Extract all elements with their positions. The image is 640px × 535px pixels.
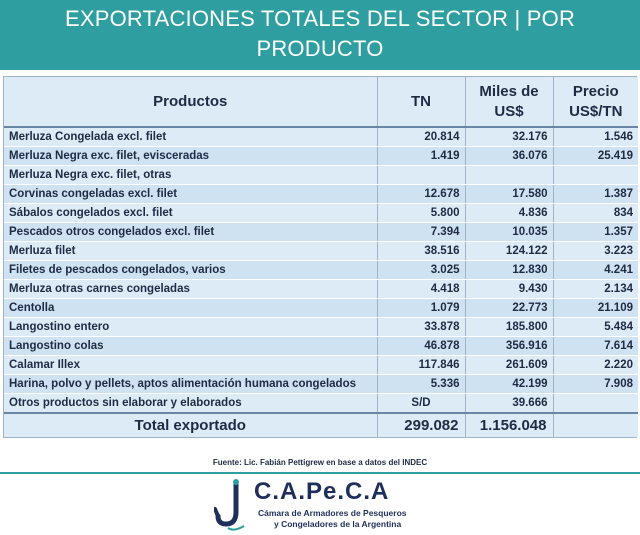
table-row [4,242,638,261]
table-row [4,337,638,356]
cell-tn: 33.878 [377,318,465,337]
table-row [4,318,638,337]
column-header-miles-usd: Miles de US$ [465,77,553,127]
title-line-1: EXPORTACIONES TOTALES DEL SECTOR | POR PRODUCTO [64,6,576,61]
title-banner [0,0,640,70]
cell-miles-usd: 4.836 [465,204,553,223]
table-row [4,356,638,375]
total-miles-usd: 1.156.048 [465,413,553,437]
table-row [4,147,638,166]
cell-precio: 3.223 [553,242,638,261]
cell-tn: 1.419 [377,147,465,166]
exports-table [4,77,638,437]
cell-precio [553,166,638,185]
cell-tn: S/D [377,394,465,414]
cell-miles-usd: 185.800 [465,318,553,337]
cell-precio: 1.357 [553,223,638,242]
cell-producto: Centolla [4,299,377,318]
table-row [4,394,638,414]
source-note: Fuente: Lic. Fabián Pettigrew en base a datos del INDEC [212,458,428,467]
table-row [4,185,638,204]
cell-miles-usd: 10.035 [465,223,553,242]
table-row [4,375,638,394]
cell-producto: Pescados otros congelados excl. filet [4,223,377,242]
cell-miles-usd: 22.773 [465,299,553,318]
cell-precio: 21.109 [553,299,638,318]
cell-producto: Sábalos congelados excl. filet [4,204,377,223]
cell-precio: 7.908 [553,375,638,394]
capeca-logo [214,478,434,532]
cell-precio: 4.241 [553,261,638,280]
cell-precio: 1.387 [553,185,638,204]
exports-table-container [3,76,637,438]
cell-producto: Corvinas congeladas excl. filet [4,185,377,204]
logo-subtitle-2: y Congeladores de la Argentina [274,519,402,529]
cell-miles-usd: 39.666 [465,394,553,414]
cell-miles-usd: 356.916 [465,337,553,356]
cell-tn: 117.846 [377,356,465,375]
cell-precio: 2.134 [553,280,638,299]
cell-producto: Langostino colas [4,337,377,356]
cell-miles-usd [465,166,553,185]
cell-precio: 1.546 [553,127,638,147]
cell-precio: 2.220 [553,356,638,375]
cell-precio [553,394,638,414]
cell-tn: 20.814 [377,127,465,147]
total-row [4,413,638,437]
cell-tn: 5.336 [377,375,465,394]
table-row [4,204,638,223]
total-tn: 299.082 [377,413,465,437]
cell-miles-usd: 124.122 [465,242,553,261]
cell-miles-usd: 9.430 [465,280,553,299]
cell-tn: 3.025 [377,261,465,280]
cell-tn: 7.394 [377,223,465,242]
cell-producto: Merluza otras carnes congeladas [4,280,377,299]
cell-tn: 1.079 [377,299,465,318]
cell-tn [377,166,465,185]
table-body [4,127,638,413]
cell-miles-usd: 261.609 [465,356,553,375]
column-header-precio: Precio US$/TN [553,77,638,127]
cell-miles-usd: 32.176 [465,127,553,147]
cell-tn: 38.516 [377,242,465,261]
cell-producto: Calamar Illex [4,356,377,375]
table-row [4,166,638,185]
cell-producto: Harina, polvo y pellets, aptos alimentación humana congelados [4,375,377,394]
cell-producto: Langostino entero [4,318,377,337]
total-label: Total exportado [4,413,377,437]
footer-divider [0,472,640,474]
cell-tn: 4.418 [377,280,465,299]
table-row [4,280,638,299]
table-row [4,299,638,318]
table-header-row [4,77,638,127]
cell-producto: Merluza Congelada excl. filet [4,127,377,147]
logo-subtitle-1: Cámara de Armadores de Pesqueros [258,508,407,518]
table-row [4,261,638,280]
cell-tn: 5.800 [377,204,465,223]
cell-producto: Otros productos sin elaborar y elaborados [4,394,377,414]
cell-miles-usd: 12.830 [465,261,553,280]
cell-precio: 5.484 [553,318,638,337]
table-row [4,223,638,242]
column-header-tn: TN [377,77,465,127]
table-row [4,127,638,147]
cell-precio: 7.614 [553,337,638,356]
logo-name: C.A.Pe.C.A [254,478,390,505]
cell-producto: Merluza filet [4,242,377,261]
cell-tn: 12.678 [377,185,465,204]
cell-tn: 46.878 [377,337,465,356]
column-header-productos: Productos [4,77,377,127]
cell-producto: Merluza Negra exc. filet, otras [4,166,377,185]
cell-producto: Merluza Negra exc. filet, evisceradas [4,147,377,166]
total-precio [553,413,638,437]
cell-precio: 25.419 [553,147,638,166]
fishhook-icon [214,478,254,532]
cell-precio: 834 [553,204,638,223]
cell-miles-usd: 36.076 [465,147,553,166]
cell-miles-usd: 42.199 [465,375,553,394]
cell-miles-usd: 17.580 [465,185,553,204]
cell-producto: Filetes de pescados congelados, varios [4,261,377,280]
